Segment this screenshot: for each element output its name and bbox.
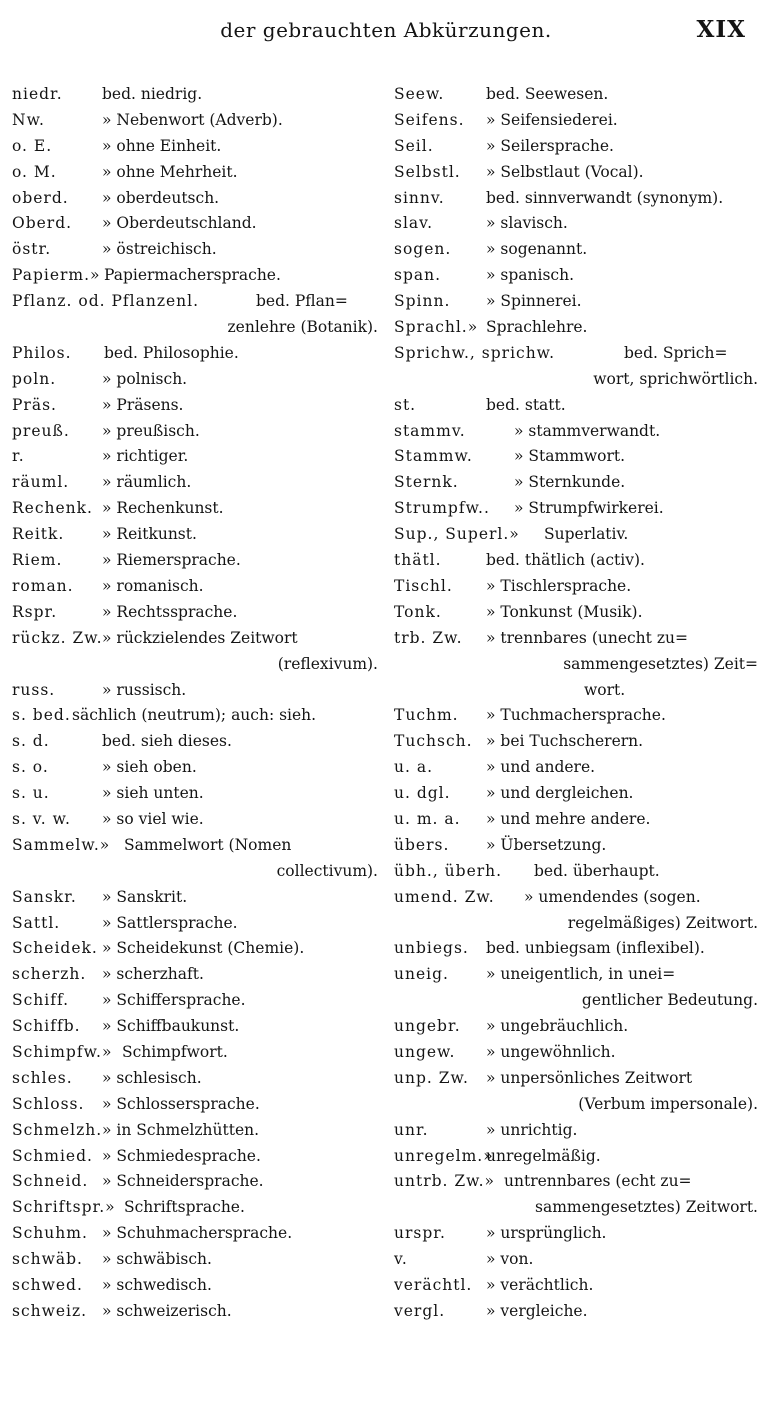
abbreviation: übh., überh. (394, 861, 503, 880)
abbreviation-meaning: » Riemersprache. (102, 551, 241, 570)
abbreviation-meaning: » uneigentlich, in unei= (486, 965, 676, 984)
abbreviation: Schiffb. (12, 1017, 81, 1036)
abbreviation-meaning: » so viel wie. (102, 809, 204, 828)
abbreviation-entry (12, 263, 384, 289)
abbreviation: s. bed. (12, 706, 71, 725)
abbreviation-entry (394, 393, 764, 419)
abbreviation-entry (12, 911, 384, 937)
abbreviation-entry (12, 1092, 384, 1118)
abbreviation-entry (394, 574, 764, 600)
abbreviation-entry (394, 108, 764, 134)
abbreviation-meaning: » ungewöhnlich. (486, 1043, 616, 1062)
abbreviation: schweiz. (12, 1301, 88, 1320)
abbreviation-entry (394, 859, 764, 885)
abbreviation: u. dgl. (394, 784, 451, 803)
abbreviation-meaning: » polnisch. (102, 369, 188, 388)
abbreviation-meaning: » sieh oben. (102, 758, 197, 777)
abbreviation-meaning: » russisch. (102, 680, 187, 699)
abbreviation: span. (394, 266, 442, 285)
abbreviation-meaning: » ohne Einheit. (102, 136, 222, 155)
abbreviation-meaning: sächlich (neutrum); auch: sieh. (72, 706, 317, 725)
abbreviation: Papierm.» (12, 266, 101, 285)
abbreviation: schwäb. (12, 1250, 83, 1269)
abbreviation: Strumpfw.. (394, 499, 490, 518)
abbreviation: s. u. (12, 784, 50, 803)
abbreviation-meaning: » Stammwort. (514, 447, 626, 466)
abbreviation-entry (394, 160, 764, 186)
abbreviation-entry (12, 703, 384, 729)
abbreviation-entry (394, 82, 764, 108)
abbreviation-meaning: » Schneidersprache. (102, 1172, 264, 1191)
abbreviation-entry (12, 237, 384, 263)
abbreviation-entry (394, 1299, 764, 1325)
abbreviation-entry (394, 211, 764, 237)
abbreviation-meaning: » Nebenwort (Adverb). (102, 110, 283, 129)
abbreviation: Schiff. (12, 991, 70, 1010)
abbreviation-meaning: » romanisch. (102, 576, 204, 595)
abbreviation-meaning: bed. unbiegsam (inflexibel). (486, 939, 705, 958)
abbreviation-meaning: » Schiffbaukunst. (102, 1017, 240, 1036)
abbreviation: u. a. (394, 758, 434, 777)
abbreviation: Pflanz. od. Pflanzenl. (12, 292, 200, 311)
meaning-continuation: (reflexivum). (277, 654, 378, 673)
abbreviation-entry (12, 729, 384, 755)
abbreviation-meaning: bed. Philosophie. (104, 343, 239, 362)
abbreviation-meaning: » Seilersprache. (486, 136, 614, 155)
abbreviation-entry (394, 522, 764, 548)
abbreviation-meaning: » oberdeutsch. (102, 188, 220, 207)
abbreviation-meaning: » Spinnerei. (486, 292, 582, 311)
abbreviation: uneig. (394, 965, 449, 984)
abbreviation: Philos. (12, 343, 72, 362)
abbreviation-entry (12, 82, 384, 108)
abbreviation-entry (394, 444, 764, 470)
abbreviation-meaning: » schwedisch. (102, 1276, 212, 1295)
abbreviation-entry (394, 1014, 764, 1040)
abbreviation-meaning: » umendendes (sogen. (524, 887, 701, 906)
abbreviation-meaning: » von. (486, 1250, 534, 1269)
abbreviation-entry (12, 1169, 384, 1195)
abbreviation-entry (394, 1040, 764, 1066)
abbreviation-meaning: » schwäbisch. (102, 1250, 212, 1269)
abbreviation-meaning: » Schuhmachersprache. (102, 1224, 293, 1243)
meaning-continuation: gentlicher Bedeutung. (581, 991, 758, 1010)
abbreviation-entry (12, 962, 384, 988)
meaning-continuation: zenlehre (Botanik). (227, 318, 378, 337)
abbreviation-meaning: » Schiffersprache. (102, 991, 246, 1010)
abbreviation: Reitk. (12, 525, 65, 544)
abbreviation: s. o. (12, 758, 49, 777)
abbreviation-entry (12, 134, 384, 160)
abbreviation-meaning: » in Schmelzhütten. (102, 1120, 260, 1139)
abbreviation-meaning: » Rechtssprache. (102, 602, 238, 621)
abbreviation-meaning: bed. sinnverwandt (synonym). (486, 188, 724, 207)
abbreviation-entry (12, 1144, 384, 1170)
abbreviation-entry (394, 237, 764, 263)
abbreviation: Sattl. (12, 913, 61, 932)
abbreviation-meaning: » und dergleichen. (486, 784, 634, 803)
abbreviation-meaning: unregelmäßig. (486, 1146, 601, 1165)
abbreviation: Sup., Superl.» (394, 525, 520, 544)
abbreviation-entry (394, 755, 764, 781)
abbreviation-meaning: » Tonkunst (Musik). (486, 602, 643, 621)
abbreviation: roman. (12, 576, 74, 595)
abbreviation-meaning: » schlesisch. (102, 1068, 202, 1087)
abbreviation-meaning: bed. statt. (486, 395, 566, 414)
abbreviation: ungebr. (394, 1017, 461, 1036)
abbreviation-entry (12, 289, 384, 341)
page-header (0, 18, 772, 52)
abbreviation: st. (394, 395, 417, 414)
abbreviation-meaning: » Übersetzung. (486, 835, 607, 854)
abbreviation: Schimpfw.» (12, 1043, 113, 1061)
abbreviation-entry (394, 1144, 764, 1170)
abbreviation-meaning: » unrichtig. (486, 1120, 578, 1139)
abbreviation-entry (394, 341, 764, 393)
abbreviation-entry (12, 108, 384, 134)
abbreviation: v. (394, 1250, 408, 1269)
abbreviation: Rechenk. (12, 499, 93, 518)
abbreviation-entry (12, 211, 384, 237)
abbreviation: sogen. (394, 240, 452, 259)
abbreviation: slav. (394, 214, 433, 233)
abbreviation-meaning: » trennbares (unecht zu= (486, 628, 688, 647)
abbreviation: vergl. (394, 1301, 446, 1320)
abbreviation: niedr. (12, 85, 63, 103)
abbreviation: Seil. (394, 136, 434, 155)
abbreviation-meaning: bed. thätlich (activ). (486, 551, 645, 570)
abbreviation-entry (394, 833, 764, 859)
abbreviation-meaning: » räumlich. (102, 473, 192, 492)
abbreviation: schles. (12, 1068, 73, 1087)
abbreviation: trb. Zw. (394, 628, 463, 647)
abbreviation-entry (12, 781, 384, 807)
abbreviation-meaning: » Schmiedesprache. (102, 1146, 261, 1165)
abbreviation: urspr. (394, 1224, 446, 1243)
abbreviation-meaning: » ungebräuchlich. (486, 1017, 629, 1036)
abbreviation-meaning: » Oberdeutschland. (102, 214, 257, 233)
abbreviation-entry (394, 315, 764, 341)
abbreviation-entry (394, 703, 764, 729)
abbreviation-entry (394, 1221, 764, 1247)
abbreviation-meaning: bed. Seewesen. (486, 85, 609, 103)
abbreviation: Schloss. (12, 1094, 85, 1113)
abbreviation: Riem. (12, 551, 63, 570)
abbreviation-meaning: » Präsens. (102, 395, 184, 414)
abbreviation: Seifens. (394, 110, 465, 129)
abbreviation: rückz. Zw. (12, 628, 103, 647)
abbreviation-meaning: » östreichisch. (102, 240, 217, 259)
abbreviation-entry (12, 936, 384, 962)
abbreviation: Schmelzh. (12, 1120, 103, 1139)
abbreviation: verächtl. (394, 1276, 473, 1295)
abbreviation-entry (394, 289, 764, 315)
abbreviation-entry (12, 755, 384, 781)
abbreviation: s. d. (12, 732, 50, 751)
abbreviation-meaning: bed. sieh dieses. (102, 732, 232, 751)
abbreviation: Scheidek. (12, 939, 98, 958)
abbreviation-meaning: » bei Tuchscherern. (486, 732, 644, 751)
abbreviation-meaning: » schweizerisch. (102, 1301, 232, 1320)
abbreviation-entry (12, 548, 384, 574)
meaning-continuation: regelmäßiges) Zeitwort. (567, 913, 758, 932)
abbreviation-meaning: » Scheidekunst (Chemie). (102, 939, 305, 958)
abbreviation-meaning: » Rechenkunst. (102, 499, 224, 518)
abbreviation-meaning: » sieh unten. (102, 784, 204, 803)
abbreviation-entry (394, 962, 764, 1014)
abbreviation-meaning: bed. Pflan= (256, 292, 348, 311)
abbreviation: Selbstl. (394, 162, 461, 181)
abbreviation: u. m. a. (394, 809, 461, 828)
abbreviation-entry (394, 496, 764, 522)
abbreviation: ungew. (394, 1043, 456, 1062)
abbreviation: Schneid. (12, 1172, 89, 1191)
abbreviation-entry (12, 419, 384, 445)
page-number: XIX (696, 16, 746, 43)
abbreviation-entry (12, 496, 384, 522)
abbreviation-meaning: » Schlossersprache. (102, 1094, 260, 1113)
abbreviation-entry (394, 1169, 764, 1221)
abbreviation-meaning: » Sattlersprache. (102, 913, 238, 932)
abbreviation-entry (12, 988, 384, 1014)
abbreviation-entry (12, 1221, 384, 1247)
abbreviation-meaning: Schriftsprache. (124, 1198, 245, 1217)
abbreviation-entry (394, 885, 764, 937)
abbreviation-entry (12, 1273, 384, 1299)
abbreviation: schwed. (12, 1276, 83, 1295)
abbreviation-entry (12, 160, 384, 186)
abbreviation-entry (394, 263, 764, 289)
page-title: der gebrauchten Abkürzungen. (220, 18, 552, 42)
abbreviation: unbiegs. (394, 939, 469, 958)
abbreviation-entry (12, 1014, 384, 1040)
abbreviation-entry (12, 186, 384, 212)
abbreviation-meaning: » spanisch. (486, 266, 575, 285)
abbreviation: Schriftspr.» (12, 1198, 116, 1217)
abbreviation-meaning: Sammelwort (Nomen (124, 835, 292, 854)
abbreviation-meaning: » verächtlich. (486, 1276, 594, 1295)
abbreviation-entry (12, 600, 384, 626)
abbreviation: Nw. (12, 110, 45, 129)
abbreviation: preuß. (12, 421, 70, 440)
abbreviation-meaning: » Reitkunst. (102, 525, 197, 544)
abbreviation: scherzh. (12, 965, 87, 984)
abbreviation-meaning: » sogenannt. (486, 240, 588, 259)
abbreviation: östr. (12, 240, 52, 259)
meaning-continuation: wort, sprichwörtlich. (593, 369, 758, 388)
abbreviation-meaning: Schimpfwort. (122, 1043, 228, 1061)
abbreviation: Sternk. (394, 473, 459, 492)
abbreviation-entry (12, 522, 384, 548)
abbreviation-entry (394, 1247, 764, 1273)
abbreviation: sinnv. (394, 188, 445, 207)
abbreviation-entry (12, 444, 384, 470)
left-column (12, 82, 384, 1325)
abbreviation-entry (394, 936, 764, 962)
abbreviation: übers. (394, 835, 450, 854)
abbreviation-meaning: » Sternkunde. (514, 473, 626, 492)
abbreviation-entry (394, 1066, 764, 1118)
abbreviation: unr. (394, 1120, 429, 1139)
abbreviation-entry (12, 807, 384, 833)
abbreviation-meaning: bed. niedrig. (102, 85, 203, 103)
abbreviation-entry (394, 1118, 764, 1144)
abbreviation: Tischl. (394, 576, 453, 595)
meaning-continuation: (Verbum impersonale). (578, 1094, 758, 1113)
meaning-continuation: wort. (584, 680, 626, 699)
abbreviation: thätl. (394, 551, 442, 570)
abbreviation: Tuchm. (394, 706, 459, 725)
abbreviation: russ. (12, 680, 56, 699)
abbreviation: Sprichw., sprichw. (394, 343, 556, 362)
abbreviation-meaning: » und mehre andere. (486, 809, 651, 828)
meaning-continuation: sammengesetztes) Zeit= (563, 654, 758, 673)
abbreviation-entry (394, 1273, 764, 1299)
abbreviation-entry (394, 729, 764, 755)
right-column (394, 82, 764, 1325)
abbreviation-meaning: » Selbstlaut (Vocal). (486, 162, 644, 181)
abbreviation-meaning: » Sanskrit. (102, 887, 188, 906)
abbreviation-entry (12, 341, 384, 367)
abbreviation-entry (12, 470, 384, 496)
abbreviation: untrb. Zw.» (394, 1172, 495, 1191)
abbreviation-entry (394, 186, 764, 212)
abbreviation-entry (12, 393, 384, 419)
abbreviation-meaning: » Tischlersprache. (486, 576, 632, 595)
abbreviation: Tonk. (394, 602, 442, 621)
abbreviation-meaning: » scherzhaft. (102, 965, 204, 984)
abbreviation-meaning: » unpersönliches Zeitwort (486, 1068, 693, 1087)
abbreviation: Tuchsch. (394, 732, 473, 751)
abbreviation-meaning: » slavisch. (486, 214, 568, 233)
abbreviation: poln. (12, 369, 57, 388)
abbreviation-entry (12, 678, 384, 704)
abbreviation-entry (12, 833, 384, 885)
abbreviation: s. v. w. (12, 809, 71, 828)
abbreviation-entry (394, 781, 764, 807)
abbreviation-entry (12, 367, 384, 393)
abbreviation: Sprachl.» (394, 318, 479, 337)
abbreviation-meaning: » und andere. (486, 758, 596, 777)
abbreviation-entry (394, 134, 764, 160)
abbreviation: r. (12, 447, 25, 466)
abbreviation-meaning: Superlativ. (544, 525, 629, 544)
abbreviation-entry (12, 1299, 384, 1325)
abbreviation: Schmied. (12, 1146, 93, 1165)
abbreviation-meaning: » Strumpfwirkerei. (514, 499, 664, 518)
abbreviation-entry (12, 1066, 384, 1092)
abbreviation-entry (12, 1040, 384, 1066)
abbreviation-meaning: Sprachlehre. (486, 318, 588, 337)
meaning-continuation: sammengesetztes) Zeitwort. (535, 1198, 758, 1217)
abbreviation: Rspr. (12, 602, 58, 621)
abbreviation-meaning: untrennbares (echt zu= (504, 1172, 692, 1191)
abbreviation-meaning: » richtiger. (102, 447, 189, 466)
abbreviation-meaning: » Seifensiederei. (486, 110, 618, 129)
abbreviation-meaning: » preußisch. (102, 421, 200, 440)
abbreviation-entry (12, 626, 384, 678)
abbreviation-meaning: » ursprünglich. (486, 1224, 607, 1243)
abbreviation: Schuhm. (12, 1224, 88, 1243)
abbreviation-entry (394, 600, 764, 626)
abbreviation: Präs. (12, 395, 57, 414)
abbreviation: umend. Zw. (394, 887, 495, 906)
abbreviation: Sammelw.» (12, 835, 111, 854)
abbreviation: räuml. (12, 473, 70, 492)
abbreviation: Sanskr. (12, 887, 77, 906)
abbreviation-entry (394, 470, 764, 496)
abbreviation-meaning: bed. überhaupt. (534, 861, 660, 880)
abbreviation-entry (394, 807, 764, 833)
abbreviation-entry (12, 574, 384, 600)
abbreviation-entry (394, 626, 764, 704)
abbreviation-meaning: » vergleiche. (486, 1301, 588, 1320)
abbreviation-meaning: » stammverwandt. (514, 421, 661, 440)
abbreviation-entry (12, 1195, 384, 1221)
abbreviation: oberd. (12, 188, 69, 207)
abbreviation: Oberd. (12, 214, 73, 233)
abbreviation: unp. Zw. (394, 1068, 469, 1087)
abbreviation-entry (394, 548, 764, 574)
abbreviation-entry (394, 419, 764, 445)
abbreviation: o. E. (12, 136, 53, 155)
abbreviation-entry (12, 1247, 384, 1273)
abbreviation-meaning: » ohne Mehrheit. (102, 162, 238, 181)
abbreviation: Seew. (394, 85, 445, 103)
abbreviation: o. M. (12, 162, 57, 181)
meaning-continuation: collectivum). (276, 861, 378, 880)
abbreviation-meaning: » rückzielendes Zeitwort (102, 628, 298, 647)
abbreviation: stammv. (394, 421, 466, 440)
abbreviation-meaning: Papiermachersprache. (104, 266, 281, 285)
abbreviation: unregelm.» (394, 1146, 494, 1165)
abbreviation-meaning: » Tuchmachersprache. (486, 706, 666, 725)
abbreviation-entry (12, 1118, 384, 1144)
abbreviation-meaning: bed. Sprich= (624, 343, 728, 362)
abbreviation: Stammw. (394, 447, 473, 466)
abbreviation-entry (12, 885, 384, 911)
abbreviation: Spinn. (394, 292, 451, 311)
